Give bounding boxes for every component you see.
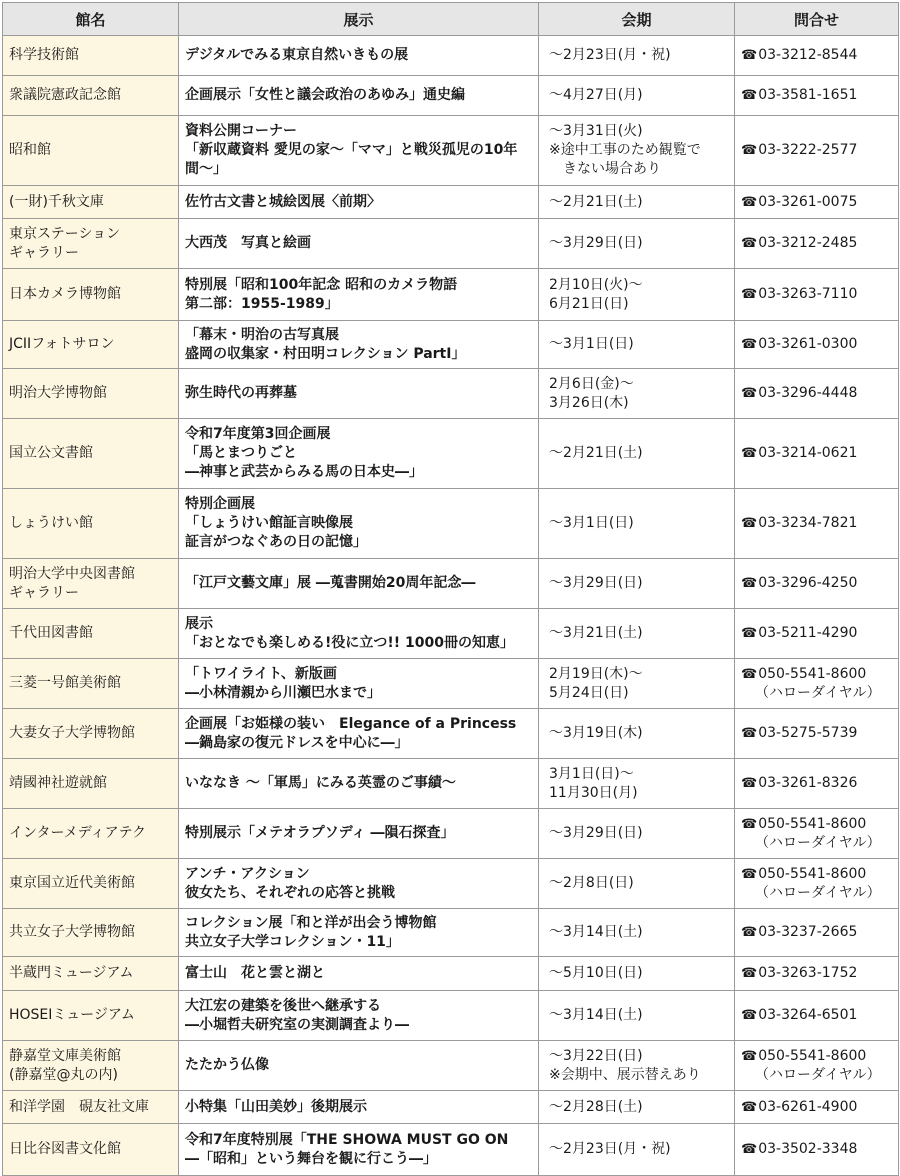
- table-row: [3, 559, 899, 609]
- phone-number[interactable]: 03-3261-8326: [758, 775, 858, 791]
- contact-line: [741, 865, 892, 884]
- contact-cell: [735, 321, 899, 369]
- exhibit-cell-line: 「トワイライト、新版画: [185, 665, 337, 682]
- phone-icon: ☎: [741, 1142, 758, 1157]
- contact-line: [741, 46, 892, 65]
- venue-cell-line: 静嘉堂文庫美術館: [9, 1047, 121, 1064]
- exhibit-cell-line: ―「昭和」という舞台を観に行こう―」: [185, 1150, 437, 1167]
- phone-icon: ☎: [741, 1008, 758, 1023]
- exhibit-cell: [179, 321, 539, 369]
- phone-icon: ☎: [741, 446, 758, 461]
- exhibit-cell-line: 「新収蔵資料 愛児の家～「ママ」と戦災孤児の10年: [185, 142, 518, 158]
- phone-number[interactable]: 03-3212-8544: [758, 47, 858, 63]
- table-row: [3, 1091, 899, 1124]
- exhibit-cell-line: 大西茂 写真と絵画: [185, 235, 311, 251]
- period-cell-line: 2月10日(火)～: [549, 276, 643, 293]
- exhibit-cell-line: 令和7年度特別展「THE SHOWA MUST GO ON: [185, 1131, 509, 1148]
- contact-cell: [735, 1041, 899, 1091]
- header-exhibit: 展示: [179, 3, 539, 36]
- exhibit-cell: [179, 1041, 539, 1091]
- exhibit-cell-line: ―小林清親から川瀬巴水まで」: [185, 684, 381, 701]
- table-row: [3, 219, 899, 269]
- venue-cell-line: 明治大学博物館: [9, 385, 107, 401]
- period-cell-line: ～3月14日(土): [549, 924, 643, 940]
- exhibit-cell: [179, 709, 539, 759]
- exhibit-cell-line: 盛岡の収集家・村田明コレクション PartI」: [185, 345, 466, 362]
- period-cell-line: ～3月19日(木): [549, 725, 643, 741]
- phone-number[interactable]: 03-3261-0300: [758, 336, 858, 352]
- phone-icon: ☎: [741, 966, 758, 981]
- contact-line: [741, 815, 892, 834]
- header-contact: 問合せ: [735, 3, 899, 36]
- table-row: [3, 321, 899, 369]
- phone-number[interactable]: 03-3296-4448: [758, 385, 858, 401]
- exhibit-cell-line: 間～」: [185, 161, 227, 177]
- exhibit-cell-line: 「幕末・明治の古写真展: [185, 326, 339, 343]
- period-cell-line: 3月26日(木): [549, 394, 629, 411]
- venue-cell-line: 衆議院憲政記念館: [9, 87, 121, 103]
- period-cell-line: ～2月28日(土): [549, 1098, 643, 1115]
- contact-cell: [735, 659, 899, 709]
- phone-icon: ☎: [741, 1099, 758, 1115]
- contact-line: [741, 86, 892, 105]
- table-row: [3, 709, 899, 759]
- period-cell-line: 6月21日(日): [549, 295, 629, 312]
- period-cell: [539, 489, 735, 559]
- exhibit-cell: [179, 489, 539, 559]
- contact-line: （ハローダイヤル）: [755, 834, 881, 851]
- phone-icon: ☎: [741, 626, 758, 641]
- phone-icon: ☎: [741, 866, 758, 882]
- venue-cell: [3, 489, 179, 559]
- contact-cell: [735, 909, 899, 957]
- venue-cell: [3, 609, 179, 659]
- venue-cell-line: インターメディアテク: [9, 825, 147, 841]
- venue-cell-line: ギャラリー: [9, 244, 79, 261]
- contact-cell: [735, 36, 899, 76]
- period-cell-line: ～2月8日(日): [549, 875, 634, 891]
- contact-line: [741, 1140, 892, 1159]
- venue-cell: [3, 116, 179, 186]
- exhibit-cell-line: 「しょうけい館証言映像展: [185, 515, 353, 531]
- exhibit-cell-line: 令和7年度第3回企画展: [185, 426, 331, 442]
- period-cell-line: 5月24日(日): [549, 684, 629, 701]
- table-row: [3, 909, 899, 957]
- venue-cell-line: 日比谷図書文化館: [9, 1141, 121, 1157]
- venue-cell-line: 国立公文書館: [9, 445, 93, 461]
- period-cell: [539, 369, 735, 419]
- exhibit-cell: [179, 759, 539, 809]
- venue-cell-line: 和洋学園 硯友社文庫: [9, 1098, 149, 1115]
- contact-line: （ハローダイヤル）: [755, 884, 881, 901]
- venue-cell-line: (一財)千秋文庫: [9, 193, 104, 210]
- phone-icon: ☎: [741, 516, 758, 531]
- exhibit-cell-line: 特別企画展: [185, 496, 255, 512]
- period-cell: [539, 1041, 735, 1091]
- contact-cell: [735, 369, 899, 419]
- contact-cell: [735, 809, 899, 859]
- period-cell: [539, 116, 735, 186]
- period-cell: [539, 957, 735, 991]
- period-cell: [539, 269, 735, 321]
- table-row: [3, 116, 899, 186]
- period-cell: [539, 219, 735, 269]
- contact-line: （ハローダイヤル）: [755, 684, 881, 701]
- venue-cell: [3, 36, 179, 76]
- exhibit-cell-line: デジタルでみる東京自然いきもの展: [185, 47, 409, 63]
- exhibition-table: [2, 2, 899, 1176]
- exhibit-cell: [179, 559, 539, 609]
- table-row: [3, 759, 899, 809]
- phone-icon: ☎: [741, 776, 758, 791]
- phone-number[interactable]: 03-3222-2577: [758, 142, 858, 158]
- phone-icon: ☎: [741, 236, 758, 251]
- exhibit-cell-line: アンチ・アクション: [185, 865, 310, 882]
- period-cell: [539, 659, 735, 709]
- table-row: [3, 1124, 899, 1176]
- exhibit-cell: [179, 186, 539, 219]
- table-row: [3, 809, 899, 859]
- phone-icon: ☎: [741, 666, 758, 682]
- phone-number[interactable]: 03-3237-2665: [758, 924, 858, 940]
- contact-cell: [735, 489, 899, 559]
- phone-number[interactable]: 03-5275-5739: [758, 725, 858, 741]
- phone-icon: ☎: [741, 816, 758, 832]
- period-cell-line: ～3月1日(日): [549, 515, 634, 531]
- exhibit-cell: [179, 909, 539, 957]
- exhibit-cell: [179, 36, 539, 76]
- contact-cell: [735, 269, 899, 321]
- venue-cell-line: JCIIフォトサロン: [9, 336, 115, 352]
- period-cell: [539, 609, 735, 659]
- contact-cell: [735, 1124, 899, 1176]
- table-row: [3, 991, 899, 1041]
- exhibit-cell-line: 「江戸文藝文庫」展 ―蒐書開始20周年記念―: [185, 575, 476, 591]
- contact-cell: [735, 186, 899, 219]
- phone-number[interactable]: 03-3581-1651: [758, 87, 858, 103]
- exhibit-cell-line: 小特集「山田美妙」後期展示: [185, 1098, 367, 1115]
- contact-line: [741, 141, 892, 160]
- table-row: [3, 419, 899, 489]
- phone-number[interactable]: 050-5541-8600: [758, 815, 867, 832]
- header-period: 会期: [539, 3, 735, 36]
- contact-cell: [735, 76, 899, 116]
- exhibit-cell-line: いななき ～「軍馬」にみる英霊のご事績～: [185, 775, 456, 791]
- phone-number[interactable]: 03-3296-4250: [758, 575, 858, 591]
- contact-line: [741, 1006, 892, 1025]
- exhibit-cell: [179, 219, 539, 269]
- phone-number[interactable]: 03-3502-3348: [758, 1141, 858, 1157]
- exhibit-cell-line: 特別展示「メテオラプソディ ―隕石探査」: [185, 825, 455, 841]
- phone-number[interactable]: 03-3263-7110: [758, 286, 858, 302]
- venue-cell: [3, 759, 179, 809]
- venue-cell: [3, 909, 179, 957]
- phone-number[interactable]: 050-5541-8600: [758, 1047, 867, 1064]
- contact-cell: [735, 709, 899, 759]
- header-row: [3, 3, 899, 36]
- period-cell: [539, 419, 735, 489]
- venue-cell-line: 千代田図書館: [9, 625, 93, 641]
- contact-line: [741, 923, 892, 942]
- exhibit-cell-line: 富士山 花と雲と湖と: [185, 965, 325, 981]
- table-row: [3, 609, 899, 659]
- period-cell: [539, 559, 735, 609]
- period-cell-line: ～2月21日(土): [549, 193, 643, 210]
- period-cell: [539, 759, 735, 809]
- exhibit-cell: [179, 1091, 539, 1124]
- period-cell-line: ～2月21日(土): [549, 445, 643, 461]
- exhibit-cell-line: 弥生時代の再葬墓: [185, 385, 297, 401]
- phone-number[interactable]: 050-5541-8600: [758, 865, 867, 882]
- contact-cell: [735, 419, 899, 489]
- exhibit-cell: [179, 957, 539, 991]
- exhibit-cell-line: 「おとなでも楽しめる!役に立つ!! 1000冊の知恵」: [185, 634, 514, 651]
- contact-line: [741, 1098, 892, 1117]
- phone-number[interactable]: 03-6261-4900: [758, 1098, 858, 1115]
- phone-number[interactable]: 03-3212-2485: [758, 235, 858, 251]
- period-cell-line: ～3月29日(日): [549, 235, 643, 251]
- period-cell-line: 11月30日(月): [549, 784, 638, 801]
- venue-cell: [3, 709, 179, 759]
- period-cell: [539, 809, 735, 859]
- table-row: [3, 957, 899, 991]
- period-cell-line: ～3月14日(土): [549, 1007, 643, 1023]
- contact-line: [741, 724, 892, 743]
- period-cell: [539, 991, 735, 1041]
- header-venue: 館名: [3, 3, 179, 36]
- exhibit-cell: [179, 76, 539, 116]
- phone-icon: ☎: [741, 726, 758, 741]
- venue-cell: [3, 859, 179, 909]
- phone-icon: ☎: [741, 386, 758, 401]
- period-cell: [539, 1124, 735, 1176]
- contact-line: [741, 574, 892, 593]
- table-row: [3, 269, 899, 321]
- venue-cell: [3, 809, 179, 859]
- period-cell-line: ～3月1日(日): [549, 336, 634, 352]
- period-cell-line: ～4月27日(月): [549, 87, 643, 103]
- venue-cell-line: 大妻女子大学博物館: [9, 725, 135, 741]
- venue-cell: [3, 1124, 179, 1176]
- period-cell-line: ※会期中、展示替えあり: [549, 1066, 701, 1083]
- contact-line: [741, 285, 892, 304]
- contact-cell: [735, 991, 899, 1041]
- period-cell-line: きない場合あり: [563, 161, 661, 177]
- period-cell-line: ～3月29日(日): [549, 825, 643, 841]
- contact-cell: [735, 1091, 899, 1124]
- phone-icon: ☎: [741, 48, 758, 63]
- exhibit-cell-line: 企画展示「女性と議会政治のあゆみ」通史編: [185, 87, 465, 103]
- phone-number[interactable]: 03-5211-4290: [758, 625, 858, 641]
- period-cell: [539, 909, 735, 957]
- venue-cell: [3, 659, 179, 709]
- venue-cell-line: 三菱一号館美術館: [9, 675, 121, 691]
- venue-cell: [3, 1041, 179, 1091]
- exhibit-cell-line: コレクション展「和と洋が出会う博物館: [185, 914, 437, 931]
- contact-cell: [735, 957, 899, 991]
- period-cell-line: ～3月31日(火): [549, 123, 643, 139]
- period-cell-line: 2月6日(金)～: [549, 375, 634, 392]
- exhibit-cell: [179, 991, 539, 1041]
- table-row: [3, 859, 899, 909]
- phone-icon: ☎: [741, 287, 758, 302]
- period-cell: [539, 859, 735, 909]
- contact-line: （ハローダイヤル）: [755, 1066, 881, 1083]
- venue-cell-line: 東京ステーション: [9, 225, 121, 242]
- exhibit-cell: [179, 369, 539, 419]
- venue-cell-line: 日本カメラ博物館: [9, 286, 121, 302]
- contact-cell: [735, 609, 899, 659]
- period-cell-line: ※途中工事のため観覧で: [549, 142, 701, 158]
- phone-icon: ☎: [741, 576, 758, 591]
- period-cell: [539, 76, 735, 116]
- contact-line: [741, 444, 892, 463]
- exhibit-cell-line: 特別展「昭和100年記念 昭和のカメラ物語: [185, 276, 458, 293]
- exhibit-cell: [179, 609, 539, 659]
- period-cell-line: ～2月23日(月・祝): [549, 47, 671, 63]
- venue-cell-line: 昭和館: [9, 142, 51, 158]
- phone-number[interactable]: 03-3214-0621: [758, 445, 858, 461]
- table-body: [3, 36, 899, 1176]
- venue-cell: [3, 219, 179, 269]
- venue-cell: [3, 1091, 179, 1124]
- venue-cell: [3, 269, 179, 321]
- exhibit-cell-line: 佐竹古文書と城絵図展〈前期〉: [185, 193, 381, 210]
- venue-cell: [3, 991, 179, 1041]
- period-cell-line: ～5月10日(日): [549, 965, 643, 981]
- venue-cell-line: 半蔵門ミュージアム: [9, 965, 134, 981]
- venue-cell-line: 明治大学中央図書館: [9, 565, 135, 582]
- table-row: [3, 1041, 899, 1091]
- exhibit-cell: [179, 809, 539, 859]
- venue-cell-line: しょうけい館: [9, 515, 93, 531]
- phone-icon: ☎: [741, 925, 758, 940]
- contact-line: [741, 193, 892, 212]
- phone-icon: ☎: [741, 143, 758, 158]
- exhibit-cell: [179, 419, 539, 489]
- period-cell: [539, 186, 735, 219]
- venue-cell: [3, 957, 179, 991]
- phone-number[interactable]: 03-3261-0075: [758, 193, 858, 210]
- exhibit-cell: [179, 269, 539, 321]
- phone-icon: ☎: [741, 194, 758, 210]
- table-row: [3, 186, 899, 219]
- contact-line: [741, 1047, 892, 1066]
- venue-cell-line: 共立女子大学博物館: [9, 924, 135, 940]
- period-cell-line: ～3月29日(日): [549, 575, 643, 591]
- venue-cell-line: 東京国立近代美術館: [9, 875, 135, 891]
- period-cell: [539, 1091, 735, 1124]
- period-cell-line: ～3月22日(日): [549, 1047, 643, 1064]
- phone-number[interactable]: 050-5541-8600: [758, 665, 867, 682]
- contact-cell: [735, 859, 899, 909]
- venue-cell: [3, 559, 179, 609]
- period-cell: [539, 36, 735, 76]
- exhibit-cell-line: 共立女子大学コレクション・11」: [185, 933, 400, 950]
- phone-icon: ☎: [741, 88, 758, 103]
- venue-cell: [3, 419, 179, 489]
- venue-cell: [3, 76, 179, 116]
- contact-line: [741, 624, 892, 643]
- period-cell-line: ～3月21日(土): [549, 625, 643, 641]
- exhibit-cell: [179, 659, 539, 709]
- contact-line: [741, 665, 892, 684]
- exhibit-cell-line: 企画展「お姫様の装い Elegance of a Princess: [185, 715, 517, 732]
- contact-line: [741, 964, 892, 983]
- contact-line: [741, 774, 892, 793]
- venue-cell: [3, 186, 179, 219]
- contact-cell: [735, 759, 899, 809]
- venue-cell-line: 科学技術館: [9, 47, 79, 63]
- exhibit-cell-line: 大江宏の建築を後世へ継承する: [185, 997, 381, 1014]
- exhibit-cell-line: 資料公開コーナー: [185, 123, 297, 139]
- exhibit-cell-line: 展示: [185, 615, 213, 632]
- period-cell-line: 3月1日(日)～: [549, 765, 634, 782]
- phone-number[interactable]: 03-3263-1752: [758, 965, 858, 981]
- table-row: [3, 76, 899, 116]
- exhibit-cell-line: ―鍋島家の復元ドレスを中心に―」: [185, 734, 409, 751]
- contact-cell: [735, 219, 899, 269]
- contact-line: [741, 234, 892, 253]
- phone-icon: ☎: [741, 337, 758, 352]
- exhibit-cell-line: 第二部：1955-1989」: [185, 295, 339, 312]
- exhibit-cell-line: 「馬とまつりごと: [185, 445, 297, 461]
- exhibit-cell-line: ―神事と武芸からみる馬の日本史―」: [185, 464, 423, 480]
- exhibit-cell-line: ―小堀哲夫研究室の実測調査より―: [185, 1016, 409, 1033]
- phone-icon: ☎: [741, 1048, 758, 1064]
- contact-line: [741, 335, 892, 354]
- contact-cell: [735, 559, 899, 609]
- table-row: [3, 489, 899, 559]
- venue-cell-line: ギャラリー: [9, 584, 79, 601]
- period-cell-line: ～2月23日(月・祝): [549, 1141, 671, 1157]
- venue-cell-line: HOSEIミュージアム: [9, 1007, 135, 1023]
- venue-cell: [3, 369, 179, 419]
- exhibit-cell: [179, 859, 539, 909]
- exhibit-cell: [179, 1124, 539, 1176]
- exhibit-cell-line: 証言がつなぐあの日の記憶」: [185, 534, 367, 550]
- venue-cell: [3, 321, 179, 369]
- period-cell: [539, 321, 735, 369]
- exhibit-cell: [179, 116, 539, 186]
- table-row: [3, 369, 899, 419]
- exhibit-cell-line: たたかう仏像: [185, 1057, 269, 1073]
- period-cell-line: 2月19日(木)～: [549, 665, 643, 682]
- venue-cell-line: (静嘉堂@丸の内): [9, 1066, 118, 1083]
- phone-number[interactable]: 03-3264-6501: [758, 1007, 858, 1023]
- exhibit-cell-line: 彼女たち、それぞれの応答と挑戦: [185, 884, 395, 901]
- contact-line: [741, 514, 892, 533]
- period-cell: [539, 709, 735, 759]
- table-row: [3, 36, 899, 76]
- venue-cell-line: 靖國神社遊就館: [9, 775, 107, 791]
- contact-cell: [735, 116, 899, 186]
- table-row: [3, 659, 899, 709]
- phone-number[interactable]: 03-3234-7821: [758, 515, 858, 531]
- contact-line: [741, 384, 892, 403]
